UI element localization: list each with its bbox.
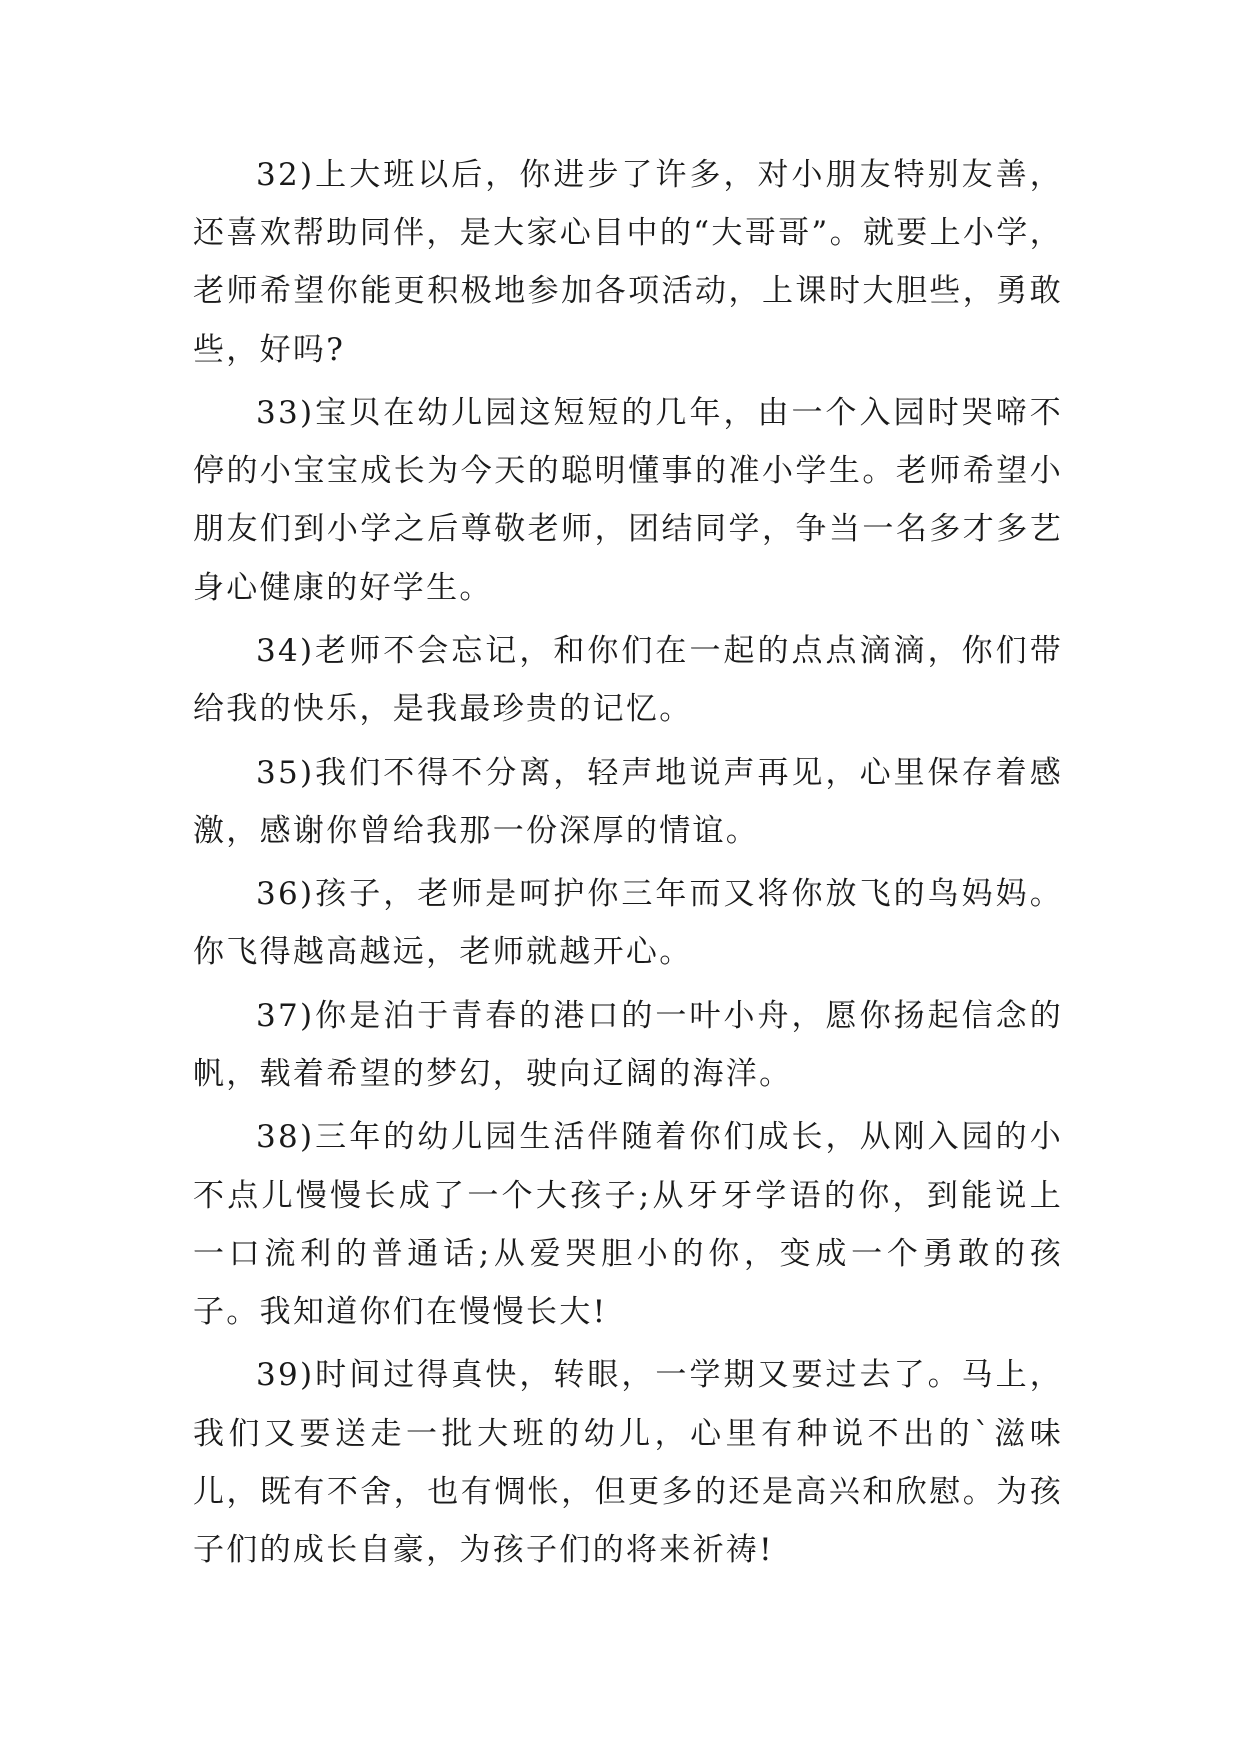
paragraph-33: 33)宝贝在幼儿园这短短的几年，由一个入园时哭啼不停的小宝宝成长为今天的聪明懂事的准小学生。老师希望小朋友们到小学之后尊敬老师，团结同学，争当一名多才多艺身心健康的好学生。 bbox=[193, 395, 1063, 606]
paragraph-34: 34)老师不会忘记，和你们在一起的点点滴滴，你们带给我的快乐，是我最珍贵的记忆。 bbox=[193, 633, 1063, 728]
paragraph-32: 32)上大班以后，你进步了许多，对小朋友特别友善，还喜欢帮助同伴，是大家心目中的“大哥哥”。就要上小学，老师希望你能更积极地参加各项活动，上课时大胆些，勇敢些，好吗? bbox=[193, 157, 1063, 368]
paragraph-38: 38)三年的幼儿园生活伴随着你们成长，从刚入园的小不点儿慢慢长成了一个大孩子;从牙牙学语的你，到能说上一口流利的普通话;从爱哭胆小的你，变成一个勇敢的孩子。我知道你们在慢慢长大! bbox=[193, 1119, 1063, 1330]
paragraph-39: 39)时间过得真快，转眼，一学期又要过去了。马上，我们又要送走一批大班的幼儿，心里有种说不出的`滋味儿，既有不舍，也有惆怅，但更多的还是高兴和欣慰。为孩子们的成长自豪，为孩子们的将来祈祷! bbox=[193, 1357, 1063, 1568]
paragraph-36: 36)孩子，老师是呵护你三年而又将你放飞的鸟妈妈。你飞得越高越远，老师就越开心。 bbox=[193, 876, 1063, 971]
paragraph-35: 35)我们不得不分离，轻声地说声再见，心里保存着感激，感谢你曾给我那一份深厚的情谊。 bbox=[193, 754, 1063, 849]
document-body bbox=[193, 146, 1063, 1584]
paragraph-37: 37)你是泊于青春的港口的一叶小舟，愿你扬起信念的帆，载着希望的梦幻，驶向辽阔的海洋。 bbox=[193, 997, 1063, 1092]
